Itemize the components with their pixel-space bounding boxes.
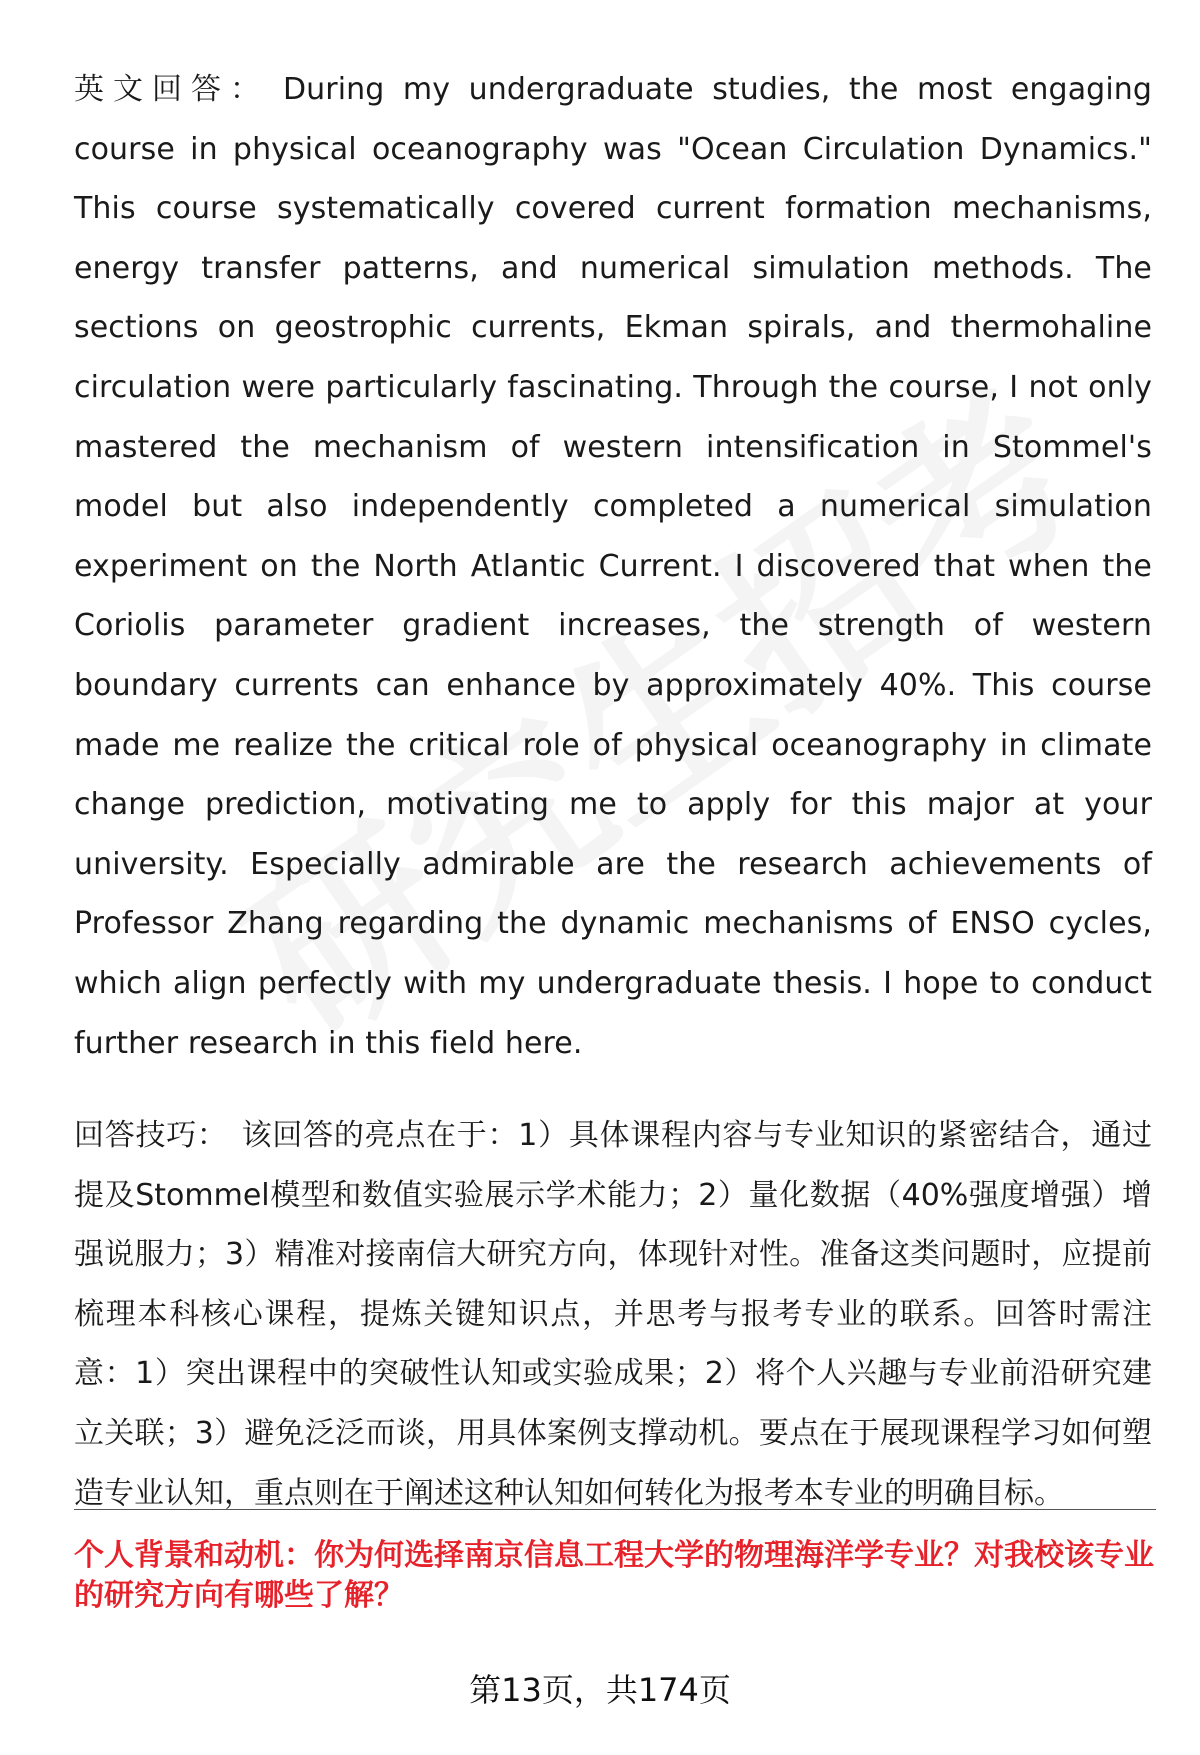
page-content [74, 60, 1152, 1523]
english-answer-label: 英文回答： [74, 72, 269, 107]
english-answer-paragraph [74, 60, 1152, 1073]
page-footer: 第13页，共174页 [469, 1671, 731, 1709]
english-answer-text: During my undergraduate studies, the most engaging course in physical oceanography was "Ocean Circulation Dynamics." This course systematically covered current formation mechanisms, energy transfer patterns, and numerical simulation methods. The sections on geostrophic currents, Ekman spirals, and thermohaline circulation were particularly fascinating. Through the course, I not only mastered the mechanism of western intensification in Stommel's model but also independently completed a numerical simulation experiment on the North Atlantic Current. I discovered that when the Coriolis parameter gradient increases, the strength of western boundary currents can enhance by approximately 40%. This course made me realize the critical role of physical oceanography in climate change prediction, motivating me to apply for this major at your university. Especially admirable are the research achievements of Professor Zhang regarding the dynamic mechanisms of ENSO cycles, which align perfectly with my undergraduate thesis. I hope to conduct further research in this field here. [74, 72, 1153, 1061]
answer-tips-text: 该回答的亮点在于：1）具体课程内容与专业知识的紧密结合，通过提及Stommel模型和数值实验展示学术能力；2）量化数据（40%强度增强）增强说服力；3）精准对接南信大研究方向，体现针对性。准备这类问题时，应提前梳理本科核心课程，提炼关键知识点，并思考与报考专业的联系。回答时需注意：1）突出课程中的突破性认知或实验成果；2）将个人兴趣与专业前沿研究建立关联；3）避免泛泛而谈，用具体案例支撑动机。要点在于展现课程学习如何塑造专业认知，重点则在于阐述这种认知如何转化为报考本专业的明确目标。 [74, 1118, 1153, 1511]
answer-tips-paragraph [74, 1106, 1152, 1523]
answer-tips-label: 回答技巧： [74, 1118, 228, 1154]
section-divider [74, 1509, 1156, 1510]
next-question-heading: 个人背景和动机：你为何选择南京信息工程大学的物理海洋学专业？对我校该专业的研究方向有哪些了解？ [74, 1538, 1154, 1613]
